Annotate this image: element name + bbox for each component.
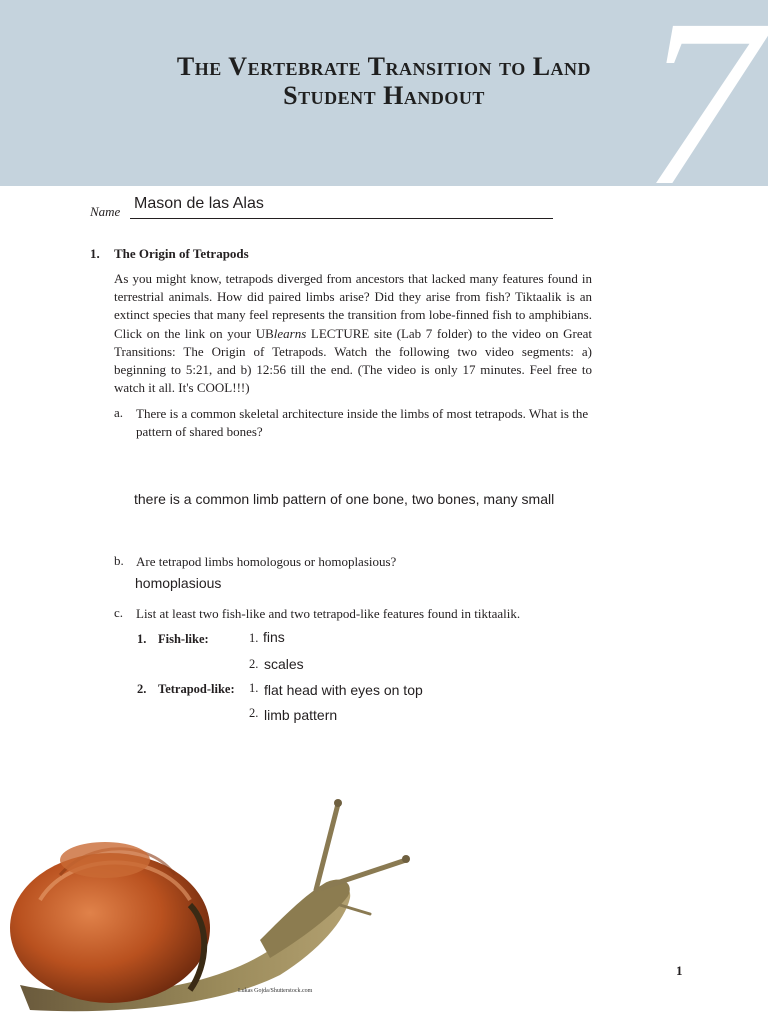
chapter-number: 7: [642, 0, 762, 235]
fish-item-2-idx: 2.: [249, 657, 259, 671]
tetrapod-item-1-idx: 1.: [249, 681, 259, 695]
question-b-text: Are tetrapod limbs homologous or homoplasious?: [136, 554, 397, 569]
answer-b-field[interactable]: homoplasious: [135, 575, 222, 591]
question-c-letter: c.: [114, 605, 124, 620]
tetrapod-item-1-field[interactable]: flat head with eyes on top: [264, 682, 423, 698]
snail-photo: [0, 700, 430, 1024]
intro-text-1: As you might know, tetrapods diverged from ancestors that lacked many features found in terrestrial animals. How did paired limbs arise? Did they arise from fish? Tiktaalik is an extinct species that many feel represents the transition from lobe-finned fish to amphibians. Click on the link on your UB: [114, 271, 592, 341]
name-label: Name: [90, 204, 121, 219]
tetrapod-item-2-field[interactable]: limb pattern: [264, 707, 338, 723]
question-c-text: List at least two fish-like and two tetrapod-like features found in tiktaalik.: [136, 606, 521, 621]
section-title: The Origin of Tetrapods: [114, 246, 249, 261]
page-number: 1: [676, 963, 683, 978]
name-underline: [130, 218, 553, 219]
page-subtitle: Student Handout: [283, 81, 485, 110]
question-a-text: There is a common skeletal architecture inside the limbs of most tetrapods. What is the pattern of shared bones?: [136, 406, 589, 439]
question-a-letter: a.: [114, 405, 124, 420]
fish-like-label: Fish-like:: [158, 632, 209, 646]
section-number: 1.: [90, 246, 100, 261]
intro-text-2: LECTURE site (Lab 7 folder) to the video on Great Transitions: The Origin of Tetrapods. Watch the following two video segments: a) beginning to 5:21, and b) 12:56 till the end. (The video is only 17 minutes. Feel free to watch it all. It's COOL!!!): [114, 325, 592, 396]
photo-credit: Lukas Gojda/Shutterstock.com: [238, 988, 313, 994]
fish-item-2-field[interactable]: scales: [264, 656, 304, 672]
section-intro: [114, 270, 592, 397]
fish-like-num: 1.: [137, 632, 147, 646]
snail-illustration: [0, 700, 430, 1024]
fish-item-1-field[interactable]: fins: [263, 629, 285, 645]
fish-item-1-idx: 1.: [249, 631, 259, 645]
question-b-letter: b.: [114, 553, 124, 568]
name-field[interactable]: Mason de las Alas: [134, 195, 264, 212]
tetrapod-like-num: 2.: [137, 682, 147, 696]
intro-italic: learns: [273, 325, 307, 341]
answer-a-field[interactable]: there is a common limb pattern of one bone, two bones, many small: [134, 491, 555, 507]
tetrapod-like-label: Tetrapod-like:: [158, 682, 235, 696]
page-title: The Vertebrate Transition to Land: [176, 52, 592, 81]
tetrapod-item-2-idx: 2.: [249, 706, 259, 720]
